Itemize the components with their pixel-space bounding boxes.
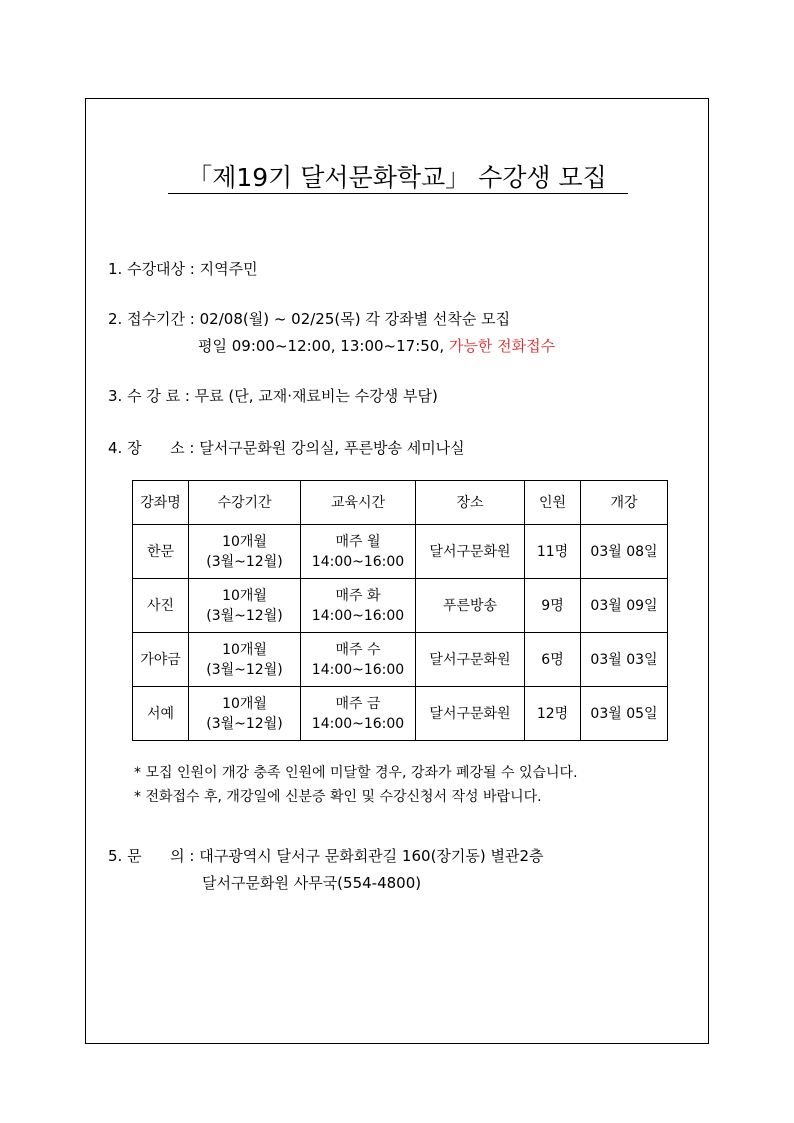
note-cancellation: * 모집 인원이 개강 충족 인원에 미달할 경우, 강좌가 폐강될 수 있습니다. (134, 765, 578, 781)
cell-start: 03월 03일 (581, 633, 668, 687)
phone-registration-note: 가능한 전화접수 (448, 337, 556, 355)
header-period: 수강기간 (189, 481, 301, 525)
cell-time (301, 525, 416, 579)
cell-period (189, 687, 301, 741)
time-hours: 14:00~16:00 (311, 715, 405, 732)
cell-start: 03월 08일 (581, 525, 668, 579)
period-hours-text: 평일 09:00~12:00, 13:00~17:50, (198, 337, 449, 355)
cell-count: 9명 (525, 579, 581, 633)
cell-count: 11명 (525, 525, 581, 579)
table-row (133, 525, 668, 579)
time-day: 매주 금 (335, 695, 381, 712)
cell-count: 6명 (525, 633, 581, 687)
cell-course-name: 사진 (133, 579, 189, 633)
table-header-row (133, 481, 668, 525)
item-inquiry-office: 달서구문화원 사무국(554-4800) (202, 874, 422, 892)
header-place: 장소 (416, 481, 525, 525)
item-inquiry: 5. 문 의 : 대구광역시 달서구 문화회관길 160(장기동) 별관2층 (108, 847, 544, 865)
item-place: 4. 장 소 : 달서구문화원 강의실, 푸른방송 세미나실 (108, 439, 465, 457)
page-title: 「제19기 달서문화학교」 수강생 모집 (187, 163, 607, 192)
item-period-hours (198, 335, 555, 357)
cell-course-name: 한문 (133, 525, 189, 579)
period-duration: 10개월 (222, 533, 267, 550)
time-day: 매주 월 (335, 533, 381, 550)
header-count: 인원 (525, 481, 581, 525)
period-months: (3월~12월) (206, 607, 283, 624)
table-row (133, 687, 668, 741)
title-underline (168, 193, 628, 194)
period-months: (3월~12월) (206, 715, 283, 732)
period-months: (3월~12월) (206, 553, 283, 570)
cell-time (301, 633, 416, 687)
cell-time (301, 687, 416, 741)
item-period: 2. 접수기간 : 02/08(월) ~ 02/25(목) 각 강좌별 선착순 모집 (108, 310, 511, 328)
period-duration: 10개월 (222, 641, 267, 658)
cell-place: 달서구문화원 (416, 687, 525, 741)
period-duration: 10개월 (222, 695, 267, 712)
cell-start: 03월 09일 (581, 579, 668, 633)
item-fee: 3. 수 강 료 : 무료 (단, 교재·재료비는 수강생 부담) (108, 387, 438, 405)
time-hours: 14:00~16:00 (311, 661, 405, 678)
cell-period (189, 633, 301, 687)
cell-course-name: 가야금 (133, 633, 189, 687)
cell-place: 달서구문화원 (416, 525, 525, 579)
header-course-name: 강좌명 (133, 481, 189, 525)
item-target: 1. 수강대상 : 지역주민 (108, 260, 258, 278)
period-duration: 10개월 (222, 587, 267, 604)
period-months: (3월~12월) (206, 661, 283, 678)
header-start: 개강 (581, 481, 668, 525)
table-row (133, 579, 668, 633)
note-id-check: * 전화접수 후, 개강일에 신분증 확인 및 수강신청서 작성 바랍니다. (134, 789, 542, 805)
table-row (133, 633, 668, 687)
course-table (132, 480, 668, 741)
header-time: 교육시간 (301, 481, 416, 525)
cell-course-name: 서예 (133, 687, 189, 741)
time-hours: 14:00~16:00 (311, 607, 405, 624)
time-day: 매주 화 (335, 587, 381, 604)
time-day: 매주 수 (335, 641, 381, 658)
cell-start: 03월 05일 (581, 687, 668, 741)
cell-period (189, 525, 301, 579)
time-hours: 14:00~16:00 (311, 553, 405, 570)
cell-place: 푸른방송 (416, 579, 525, 633)
cell-time (301, 579, 416, 633)
cell-place: 달서구문화원 (416, 633, 525, 687)
cell-period (189, 579, 301, 633)
cell-count: 12명 (525, 687, 581, 741)
